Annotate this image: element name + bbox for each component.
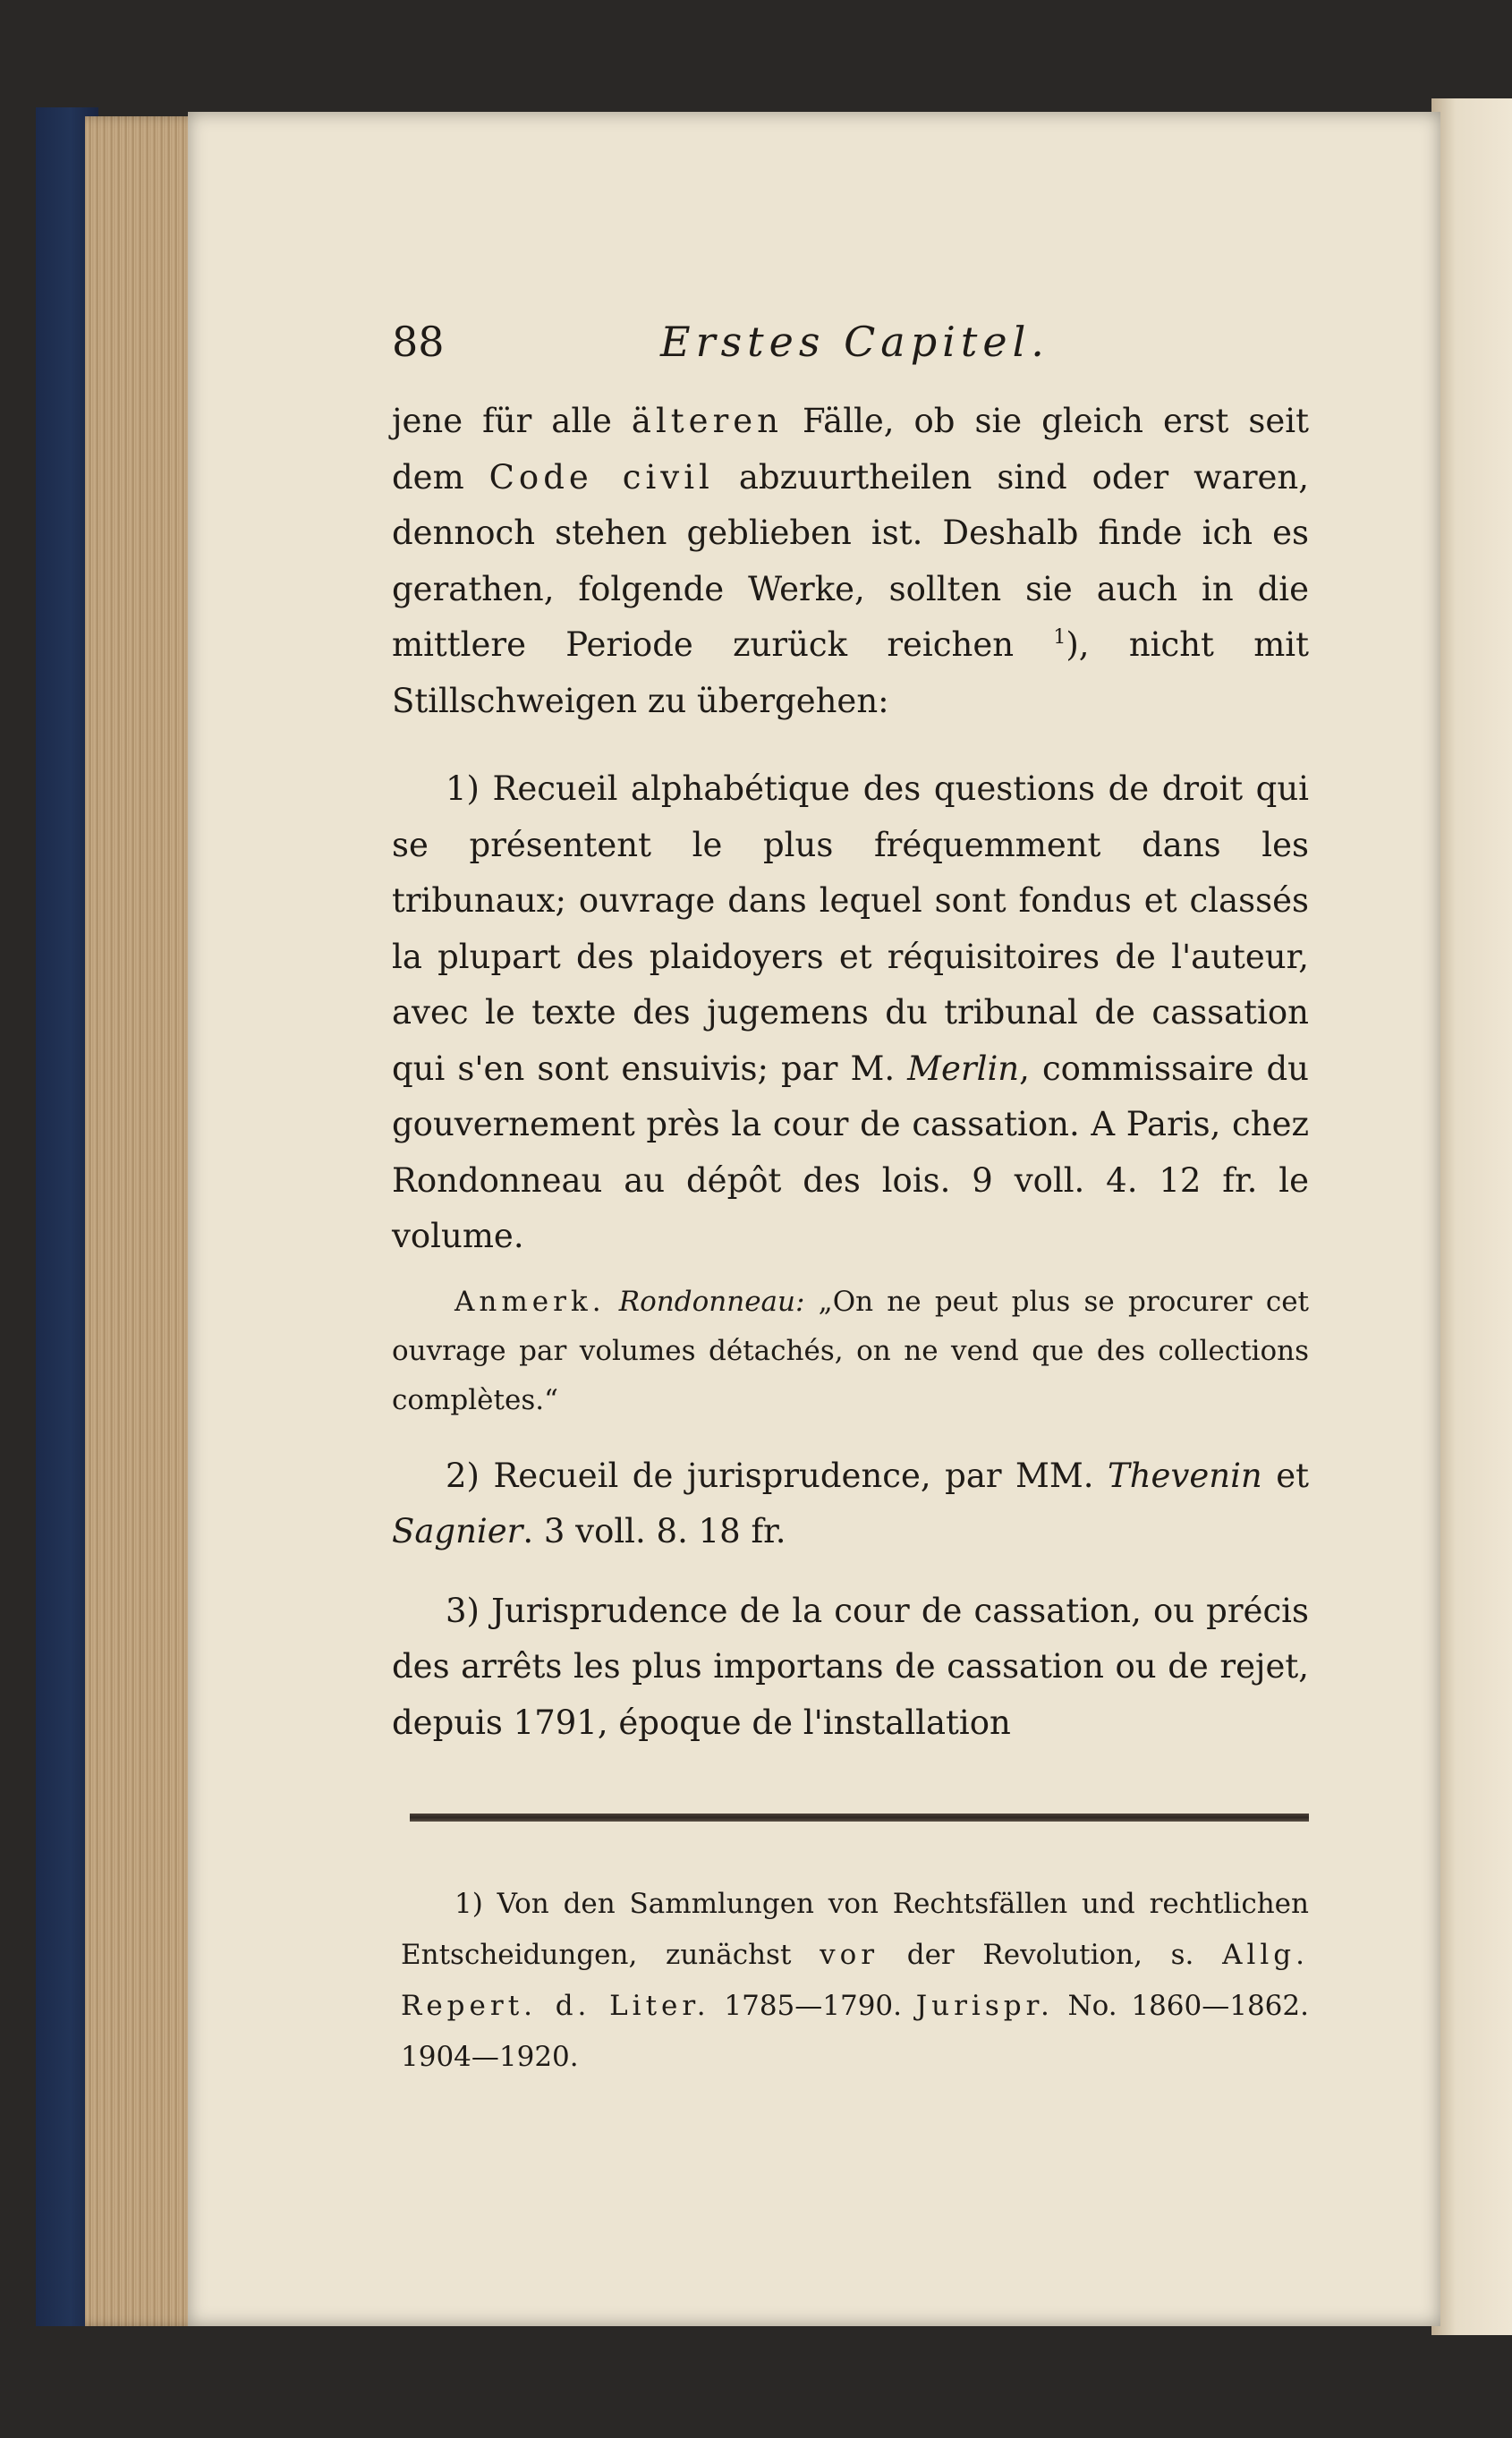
footnote xyxy=(401,1879,1309,2083)
intro-paragraph xyxy=(392,394,1309,729)
entry-1-text-2: , commissaire du gouvernement près la cour de cassation. A Paris, chez Rondonneau au dépôt des lois. 9 voll. 4. 12 fr. le volume. xyxy=(392,1049,1309,1255)
footnote-ref: 1 xyxy=(1053,626,1066,649)
page-number: 88 xyxy=(392,318,445,366)
intro-text-3: abzuurtheilen sind oder waren, dennoch stehen geblieben ist. Deshalb finde ich es gerathen, folgende Werke, sollten sie auch in die mittlere Periode zurück reichen xyxy=(392,457,1310,664)
intro-spaced-1: älteren xyxy=(631,402,783,440)
main-text xyxy=(392,394,1309,1751)
footnote-paragraph xyxy=(401,1879,1309,2083)
facing-page-strip xyxy=(1431,98,1512,2335)
entry-1-text-1: 1) Recueil alphabétique des questions de droit qui se présentent le plus fréquemment dans les tribunaux; ouvrage dans lequel sont fondus et classés la plupart des plaidoyers et réquisitoires de l'auteur, avec le texte des jugemens du tribunal de cassation qui s'en sont ensuivis; par M. xyxy=(392,769,1309,1088)
entry-1 xyxy=(392,761,1309,1265)
remark-label: Anmerk. xyxy=(454,1285,606,1318)
entry-2-author: Thevenin xyxy=(1108,1456,1262,1495)
footnote-spaced-1: vor xyxy=(820,1939,879,1971)
entry-1-author: Merlin xyxy=(907,1049,1020,1088)
footnote-text-3: 1785—1790. xyxy=(709,1990,916,2022)
footnote-text-1: 1) Von den Sammlungen von Rechtsfällen und rechtlichen Entscheidungen, zunächst xyxy=(401,1888,1309,1971)
intro-text-1: jene für alle xyxy=(392,402,632,440)
footnote-rule xyxy=(410,1814,1309,1822)
page-header xyxy=(392,318,1090,380)
remark-text: „On ne peut plus se procurer cet ouvrage par volumes détachés, on ne vend que des collections complètes.“ xyxy=(392,1285,1309,1416)
entry-2-text-2: et xyxy=(1261,1456,1309,1495)
footnote-text-4: No. 1860—1862. 1904—1920. xyxy=(401,1990,1309,2073)
entry-2-text-3: . 3 voll. 8. 18 fr. xyxy=(522,1512,786,1550)
intro-text-2: Fälle, ob sie gleich erst seit dem xyxy=(392,402,1309,497)
remark-note xyxy=(392,1278,1309,1425)
footnote-text-2: der Revolution, s. xyxy=(879,1939,1223,1971)
entry-2-author-2: Sagnier xyxy=(392,1512,523,1550)
footnote-reference: Allg. Repert. d. Liter. xyxy=(401,1939,1309,2022)
running-title: Erstes Capitel. xyxy=(660,318,1049,366)
intro-text-4: ), nicht mit Stillschweigen zu übergehen: xyxy=(392,625,1310,720)
entry-3-text: 3) Jurisprudence de la cour de cassation, ou précis des arrêts les plus importans de cassation ou de rejet, depuis 1791, époque de l'installation xyxy=(392,1591,1309,1742)
intro-spaced-2: Code civil xyxy=(488,457,714,497)
remark-source: Rondonneau: xyxy=(618,1285,805,1318)
entry-2-text-1: 2) Recueil de jurisprudence, par MM. xyxy=(446,1456,1109,1495)
footnote-section: Jurispr. xyxy=(915,1990,1054,2022)
entry-2 xyxy=(392,1448,1309,1560)
entry-3 xyxy=(392,1584,1309,1752)
